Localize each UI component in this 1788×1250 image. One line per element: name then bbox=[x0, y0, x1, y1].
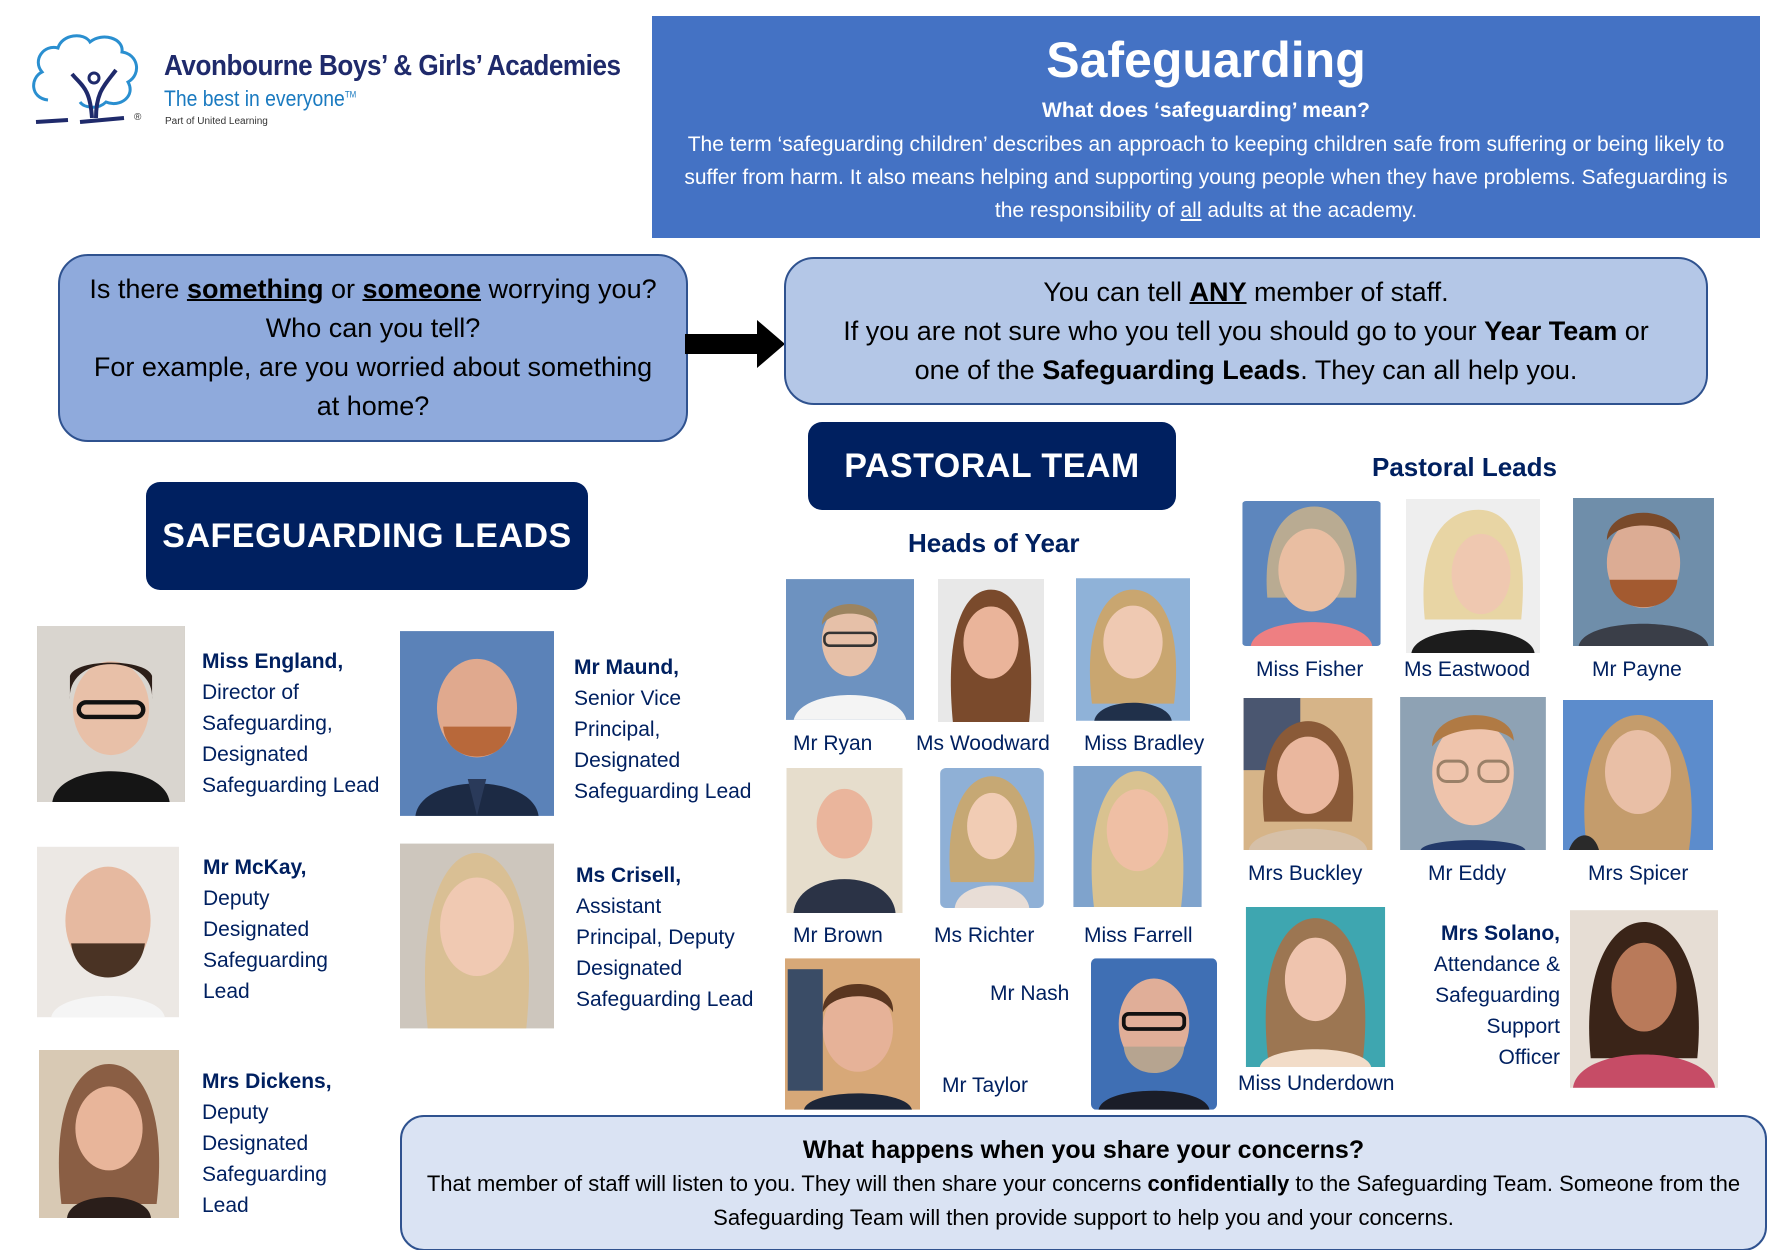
pastoral-team-heading: PASTORAL TEAM bbox=[808, 422, 1176, 510]
person-portrait-icon bbox=[786, 579, 914, 720]
photo-mr-payne bbox=[1572, 498, 1715, 646]
person-portrait-icon bbox=[1406, 499, 1540, 653]
name-mr-payne: Mr Payne bbox=[1592, 658, 1682, 681]
photo-mrs-buckley bbox=[1243, 698, 1373, 850]
example-text: For example, are you worried about something at home? bbox=[93, 352, 653, 421]
photo-ms-woodward bbox=[938, 579, 1044, 722]
academy-logo bbox=[28, 30, 628, 130]
name-mr-ryan: Mr Ryan bbox=[793, 732, 873, 755]
photo-mr-brown bbox=[786, 768, 903, 913]
name-mr-eddy: Mr Eddy bbox=[1428, 862, 1507, 885]
name-mrs-spicer: Mrs Spicer bbox=[1588, 862, 1689, 885]
photo-mr-mckay bbox=[37, 838, 179, 1026]
lead-mrs-dickens: Mrs Dickens, Deputy Designated Safeguarding Lead bbox=[202, 1070, 332, 1217]
person-portrait-icon bbox=[1242, 501, 1381, 646]
safeguarding-leads-heading: SAFEGUARDING LEADS bbox=[146, 482, 588, 590]
photo-mr-eddy bbox=[1400, 697, 1546, 850]
photo-ms-eastwood bbox=[1406, 499, 1540, 653]
academy-name: Avonbourne Boys’ & Girls’ Academies bbox=[164, 50, 621, 82]
support-officer-mrs-solano: Mrs Solano, Attendance & Safeguarding Support Officer bbox=[1433, 922, 1560, 1069]
name-mrs-buckley: Mrs Buckley bbox=[1248, 862, 1363, 885]
photo-miss-england bbox=[37, 626, 185, 802]
photo-ms-richter bbox=[940, 768, 1044, 908]
person-portrait-icon bbox=[938, 579, 1044, 722]
tell-any-staff-line: You can tell ANY member of staff. bbox=[1043, 276, 1449, 307]
worry-question-line: Is there something or someone worrying you? bbox=[89, 274, 657, 304]
pastoral-leads-heading: Pastoral Leads bbox=[1372, 452, 1557, 482]
photo-ms-crisell bbox=[400, 843, 554, 1029]
safeguarding-header bbox=[652, 16, 1760, 238]
person-portrait-icon bbox=[400, 631, 554, 816]
person-portrait-icon bbox=[1563, 700, 1713, 850]
page-title: Safeguarding bbox=[1046, 32, 1366, 88]
name-ms-eastwood: Ms Eastwood bbox=[1404, 658, 1531, 681]
worry-question-box bbox=[58, 254, 688, 442]
person-portrait-icon bbox=[37, 626, 185, 802]
lead-mr-mckay: Mr McKay, Deputy Designated Safeguarding Lead bbox=[203, 856, 328, 1003]
name-mr-taylor: Mr Taylor bbox=[942, 1074, 1028, 1097]
definition-text: The term ‘safeguarding children’ describes an approach to keeping children safe from suffering or being likely to suffer from harm. It also means helping and supporting young people when they have problems. Safeguarding is the responsibility of all adults at the academy. bbox=[684, 133, 1728, 222]
person-portrait-icon bbox=[786, 768, 903, 913]
name-ms-richter: Ms Richter bbox=[934, 924, 1035, 947]
name-miss-bradley: Miss Bradley bbox=[1084, 732, 1205, 755]
name-miss-farrell: Miss Farrell bbox=[1084, 924, 1193, 947]
photo-mr-nash bbox=[1091, 958, 1217, 1110]
share-concerns-box bbox=[400, 1115, 1767, 1250]
academy-tagline: The best in everyone™ bbox=[164, 86, 357, 111]
photo-miss-underdown bbox=[1245, 907, 1386, 1067]
who-can-you-tell: Who can you tell? bbox=[265, 313, 481, 343]
photo-miss-bradley bbox=[1076, 578, 1190, 721]
name-miss-underdown: Miss Underdown bbox=[1238, 1072, 1395, 1095]
lead-ms-crisell: Ms Crisell, Assistant Principal, Deputy Designated Safeguarding Lead bbox=[576, 864, 754, 1011]
person-portrait-icon bbox=[1572, 498, 1715, 646]
name-miss-fisher: Miss Fisher bbox=[1256, 658, 1364, 681]
person-portrait-icon bbox=[37, 838, 179, 1026]
person-portrait-icon bbox=[400, 843, 554, 1029]
year-team-advice: If you are not sure who you tell you should go to your Year Team or one of the Safeguarding Leads. They can all help you. bbox=[843, 315, 1649, 385]
lead-miss-england: Miss England, Director of Safeguarding, Designated Safeguarding Lead bbox=[202, 650, 380, 797]
definition-heading: What does ‘safeguarding’ mean? bbox=[1042, 99, 1370, 122]
photo-mrs-spicer bbox=[1563, 700, 1713, 850]
lead-mr-maund: Mr Maund, Senior Vice Principal, Designated Safeguarding Lead bbox=[574, 656, 752, 803]
part-of-label: Part of United Learning bbox=[165, 116, 268, 127]
name-mr-nash: Mr Nash bbox=[990, 982, 1070, 1005]
photo-mr-taylor bbox=[785, 958, 920, 1110]
photo-miss-farrell bbox=[1073, 766, 1202, 907]
photo-mr-maund bbox=[400, 631, 554, 816]
person-portrait-icon bbox=[1243, 698, 1373, 850]
person-portrait-icon bbox=[1570, 910, 1718, 1088]
person-portrait-icon bbox=[1091, 958, 1217, 1110]
name-mr-brown: Mr Brown bbox=[793, 924, 883, 947]
photo-mrs-solano bbox=[1570, 910, 1718, 1088]
person-portrait-icon bbox=[33, 1050, 185, 1218]
share-concerns-text: That member of staff will listen to you. They will then share your concerns confidentially to the Safeguarding Team. Someone from the Safeguarding Team will then provide support to help you and your concerns. bbox=[426, 1171, 1741, 1230]
registered-mark: ® bbox=[134, 112, 142, 123]
photo-mrs-dickens bbox=[33, 1050, 185, 1218]
tell-staff-box bbox=[784, 257, 1708, 405]
person-portrait-icon bbox=[1245, 907, 1386, 1067]
arrow-right-icon bbox=[685, 320, 785, 368]
photo-miss-fisher bbox=[1242, 501, 1381, 646]
person-portrait-icon bbox=[940, 768, 1044, 908]
person-portrait-icon bbox=[785, 958, 920, 1110]
photo-mr-ryan bbox=[786, 579, 914, 720]
person-portrait-icon bbox=[1073, 766, 1202, 907]
person-portrait-icon bbox=[1400, 697, 1546, 850]
share-concerns-heading: What happens when you share your concerns? bbox=[802, 1136, 1365, 1164]
heads-of-year-heading: Heads of Year bbox=[908, 528, 1080, 558]
name-ms-woodward: Ms Woodward bbox=[916, 732, 1050, 755]
person-portrait-icon bbox=[1076, 578, 1190, 721]
